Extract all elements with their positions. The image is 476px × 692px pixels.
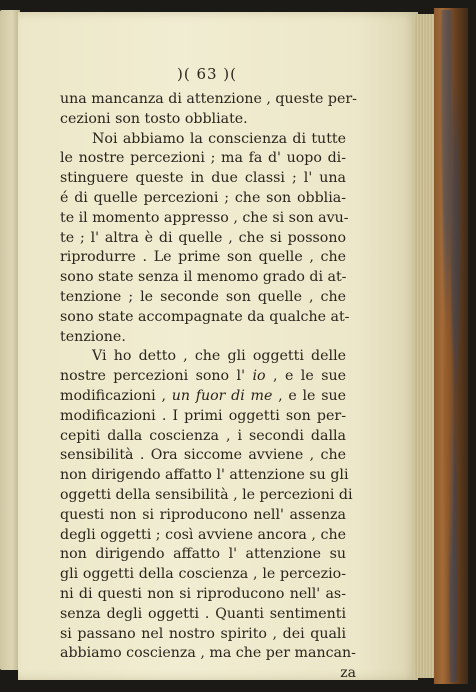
text-line: tenzione. [60, 328, 126, 345]
page-stack-edges [414, 14, 436, 678]
text-line: questi non si riproducono nell' assenza [60, 506, 346, 523]
text-line-mixed [60, 387, 346, 407]
text-line: senza degli oggetti . Quanti sentimenti [60, 605, 346, 622]
text-line: cepiti dalla coscienza , i secondi dalla [60, 427, 346, 444]
text-line: te il momento appresso , che si son avu- [60, 209, 349, 226]
catchword: za [340, 665, 356, 682]
page-text [60, 64, 357, 684]
text-line: gli oggetti della coscienza , le percezio- [60, 566, 346, 583]
italic-term: un fuor di me [171, 387, 273, 404]
text-line: tenzione ; le seconde son quelle , che [60, 288, 346, 305]
text-line: le nostre percezioni ; ma fa d' uopo di- [60, 150, 346, 167]
text-line: modificazioni . I primi oggetti son per- [60, 407, 346, 424]
text-line: sensibilità . Ora siccome avviene , che [60, 447, 346, 464]
text-line: sono state senza il menomo grado di at- [60, 269, 347, 286]
text-run: modificazioni , [60, 387, 166, 404]
text-line: una mancanza di attenzione , queste per- [60, 91, 357, 107]
text-run: , e le sue [278, 387, 347, 404]
text-line: abbiamo coscienza , ma che per mancan- [60, 645, 356, 662]
text-line: non dirigendo affatto l' attenzione su gli [60, 467, 349, 484]
page-number-header: )( 63 )( [176, 65, 238, 83]
text-run: nostre percezioni sono l' [60, 368, 245, 385]
text-line: Vi ho detto , che gli oggetti delle [92, 348, 346, 365]
text-line: cezioni son tosto obbliate. [60, 110, 248, 127]
text-line: degli oggetti ; così avviene ancora , che [60, 526, 346, 543]
italic-term: io [252, 368, 266, 385]
text-line: stinguere queste in due classi ; l' una [60, 170, 346, 187]
text-line: é di quelle percezioni ; che son obblia- [60, 189, 346, 206]
text-line: non dirigendo affatto l' attenzione su [60, 546, 346, 563]
left-page-edge [0, 10, 20, 670]
text-line: riprodurre . Le prime son quelle , che [60, 249, 346, 266]
text-line-mixed [60, 367, 346, 387]
text-line: oggetti della sensibilità , le percezioni di [60, 486, 353, 503]
text-line: sono state accompagnate da qualche at- [60, 308, 350, 325]
text-line: si passano nel nostro spirito , dei quali [60, 625, 346, 642]
text-line: Noi abbiamo la conscienza di tutte [92, 130, 346, 147]
text-line: ni di questi non si riproducono nell' as- [60, 585, 346, 602]
text-line: te ; l' altra è di quelle , che si possono [60, 229, 346, 246]
marbled-cover [440, 10, 462, 682]
text-run: , e le sue [273, 368, 347, 385]
